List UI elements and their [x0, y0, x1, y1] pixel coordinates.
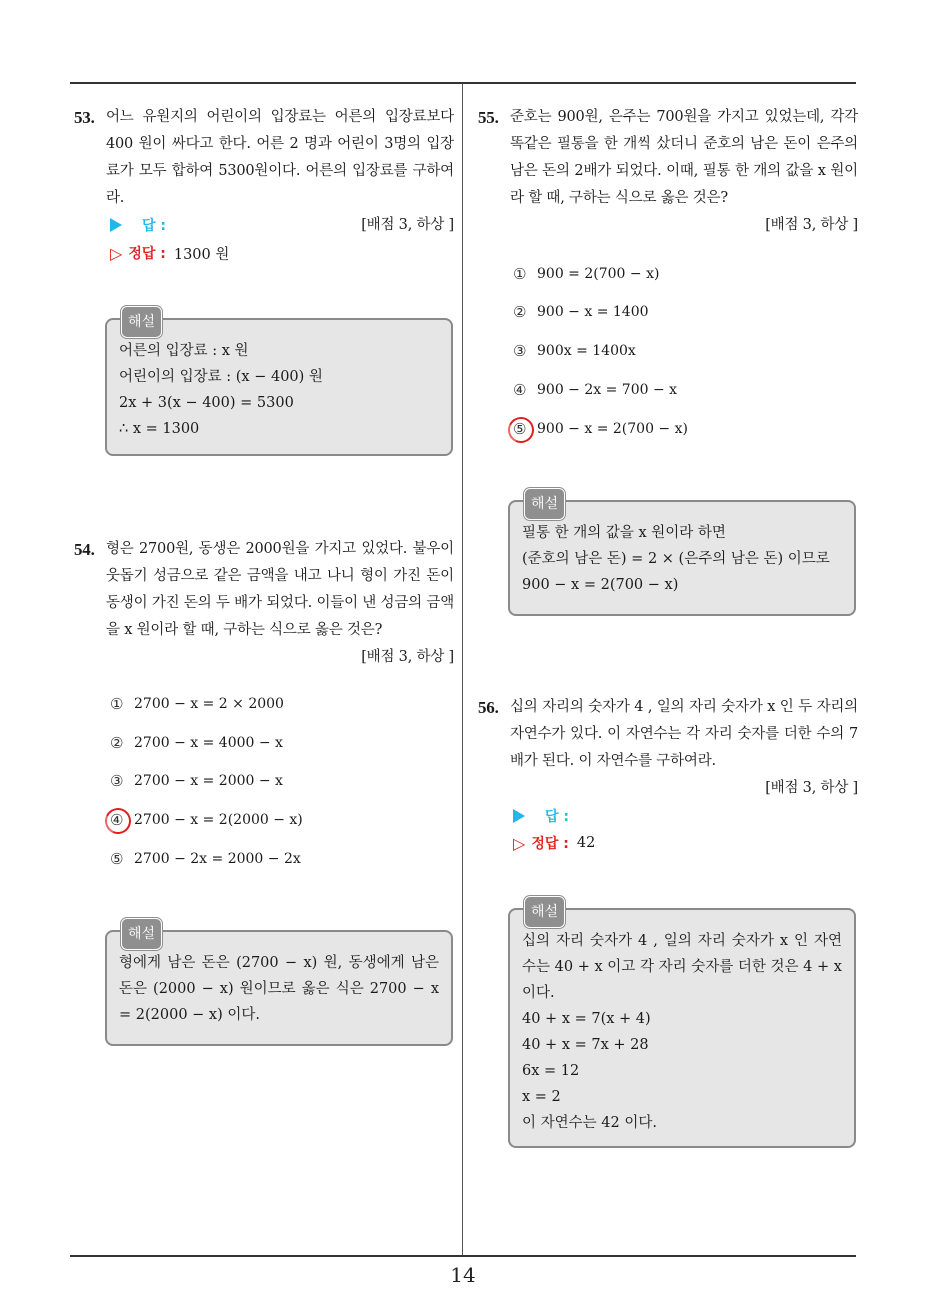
choice-4-selected[interactable]: [110, 808, 303, 832]
solution-tag: 해설: [524, 896, 565, 928]
problem-56: [478, 694, 858, 802]
answer-line: [513, 805, 569, 827]
solution-line: 필통 한 개의 값을 x 원이라 하면: [522, 525, 726, 541]
choice-expression: 2700 − x = 2(2000 − x): [134, 812, 303, 828]
solution-line: 40 + x = 7(x + 4): [522, 1011, 651, 1027]
answer-label: 답 :: [545, 809, 569, 825]
choice-number: ①: [513, 265, 527, 283]
correct-answer-line: [110, 242, 229, 264]
solution-tag: 해설: [121, 918, 162, 950]
problem-number: 55.: [478, 108, 499, 127]
choice-5-selected[interactable]: [513, 417, 688, 441]
solution-line: 이 자연수는 42 이다.: [522, 1115, 657, 1131]
solution-line: ∴ x = 1300: [119, 421, 200, 437]
choice-number: ②: [110, 734, 124, 752]
choice-number: ③: [513, 342, 527, 360]
choice-2[interactable]: [513, 300, 649, 324]
solution-line: 어린이의 입장료 : (x − 400) 원: [119, 369, 323, 385]
choice-number: ⑤: [110, 850, 124, 868]
choice-4[interactable]: [513, 378, 677, 402]
points-label: [배점 3, 하상 ]: [361, 649, 454, 665]
solution-tag: 해설: [524, 488, 565, 520]
bottom-rule: [70, 1255, 856, 1257]
problem-text: 어느 유원지의 어린이의 입장료는 어른의 입장료보다 400 원이 싸다고 한다. 어른 2 명과 어린이 3명의 입장료가 모두 합하여 5300원이다. 어른의 입장료를 구하여라.: [106, 109, 454, 206]
top-rule: [70, 82, 856, 84]
points-label: [배점 3, 하상 ]: [765, 780, 858, 796]
triangle-outline-icon: ▷: [110, 243, 123, 263]
choice-expression: 2700 − x = 4000 − x: [134, 735, 283, 751]
answer-line: [110, 214, 166, 236]
problem-text: 형은 2700원, 동생은 2000원을 가지고 있었다. 불우이웃돕기 성금으로 같은 금액을 내고 나니 형이 가진 돈이 동생이 가진 돈의 두 배가 되었다. 이들이 낸 성금의 금액을 x 원이라 할 때, 구하는 식으로 옳은 것은?: [106, 541, 454, 638]
choice-1[interactable]: [513, 262, 659, 286]
choice-expression: 2700 − 2x = 2000 − 2x: [134, 851, 301, 867]
problem-55: [478, 104, 858, 239]
problem-number: 54.: [74, 540, 95, 559]
choice-number: ①: [110, 695, 124, 713]
choice-3[interactable]: [110, 769, 283, 793]
points-label: [배점 3, 하상 ]: [765, 217, 858, 233]
choice-2[interactable]: [110, 731, 283, 755]
choice-5[interactable]: [110, 847, 301, 871]
correct-label: 정답 :: [128, 246, 166, 262]
solution-line: x = 2: [522, 1089, 561, 1105]
problem-text: 준호는 900원, 은주는 700원을 가지고 있었는데, 각각 똑같은 필통을 한 개씩 샀더니 준호의 남은 돈이 은주의 남은 돈의 2배가 되었다. 이때, 필통 한 개의 값을 x 원이라 할 때, 구하는 식으로 옳은 것은?: [510, 109, 858, 206]
choice-expression: 2700 − x = 2000 − x: [134, 773, 283, 789]
choice-3[interactable]: [513, 339, 636, 363]
solution-line: (준호의 남은 돈) = 2 × (은주의 남은 돈) 이므로: [522, 551, 830, 567]
solution-box-55: [508, 496, 856, 616]
triangle-icon: [110, 218, 122, 232]
solution-line: 2x + 3(x − 400) = 5300: [119, 395, 294, 411]
choice-1[interactable]: [110, 692, 284, 716]
choice-expression: 900 − 2x = 700 − x: [537, 382, 678, 398]
solution-line: 900 − x = 2(700 − x): [522, 577, 679, 593]
triangle-outline-icon: ▷: [513, 833, 526, 853]
choice-expression: 900 − x = 1400: [537, 304, 649, 320]
correct-answer-line: [513, 832, 595, 854]
problem-number: 53.: [74, 108, 95, 127]
choice-expression: 2700 − x = 2 × 2000: [134, 696, 284, 712]
solution-line: 40 + x = 7x + 28: [522, 1037, 649, 1053]
correct-label: 정답 :: [531, 836, 569, 852]
choice-expression: 900 − x = 2(700 − x): [537, 421, 688, 437]
problem-54: [74, 536, 454, 671]
choice-number: ②: [513, 303, 527, 321]
choice-expression: 900x = 1400x: [537, 343, 636, 359]
solution-tag: 해설: [121, 306, 162, 338]
solution-box-54: [105, 926, 453, 1046]
choice-number: ④: [110, 811, 134, 829]
problem-text: 십의 자리의 숫자가 4 , 일의 자리 숫자가 x 인 두 자리의 자연수가 있다. 이 자연수는 각 자리 숫자를 더한 수의 7배가 된다. 이 자연수를 구하여라.: [510, 699, 858, 769]
correct-value: 1300 원: [173, 246, 230, 263]
solution-line: 6x = 12: [522, 1063, 580, 1079]
points-label: [배점 3, 하상 ]: [361, 217, 454, 233]
solution-box-56: [508, 904, 856, 1148]
choice-number: ⑤: [513, 420, 537, 438]
page-number: 14: [450, 1263, 476, 1287]
correct-value: 42: [576, 835, 596, 851]
choice-number: ③: [110, 772, 124, 790]
triangle-icon: [513, 809, 525, 823]
choice-number: ④: [513, 381, 527, 399]
column-divider: [462, 84, 463, 1256]
problem-number: 56.: [478, 698, 499, 717]
solution-text: 형에게 남은 돈은 (2700 − x) 원, 동생에게 남은 돈은 (2000 − x) 원이므로 옳은 식은 2700 − x = 2(2000 − x) 이다.: [119, 955, 439, 1023]
solution-box-53: [105, 314, 453, 456]
answer-label: 답 :: [142, 218, 166, 234]
solution-line: 어른의 입장료 : x 원: [119, 343, 249, 359]
choice-expression: 900 = 2(700 − x): [537, 266, 660, 282]
solution-intro: 십의 자리 숫자가 4 , 일의 자리 숫자가 x 인 자연수는 40 + x 이고 각 자리 숫자를 더한 것은 4 + x 이다.: [522, 933, 842, 1001]
